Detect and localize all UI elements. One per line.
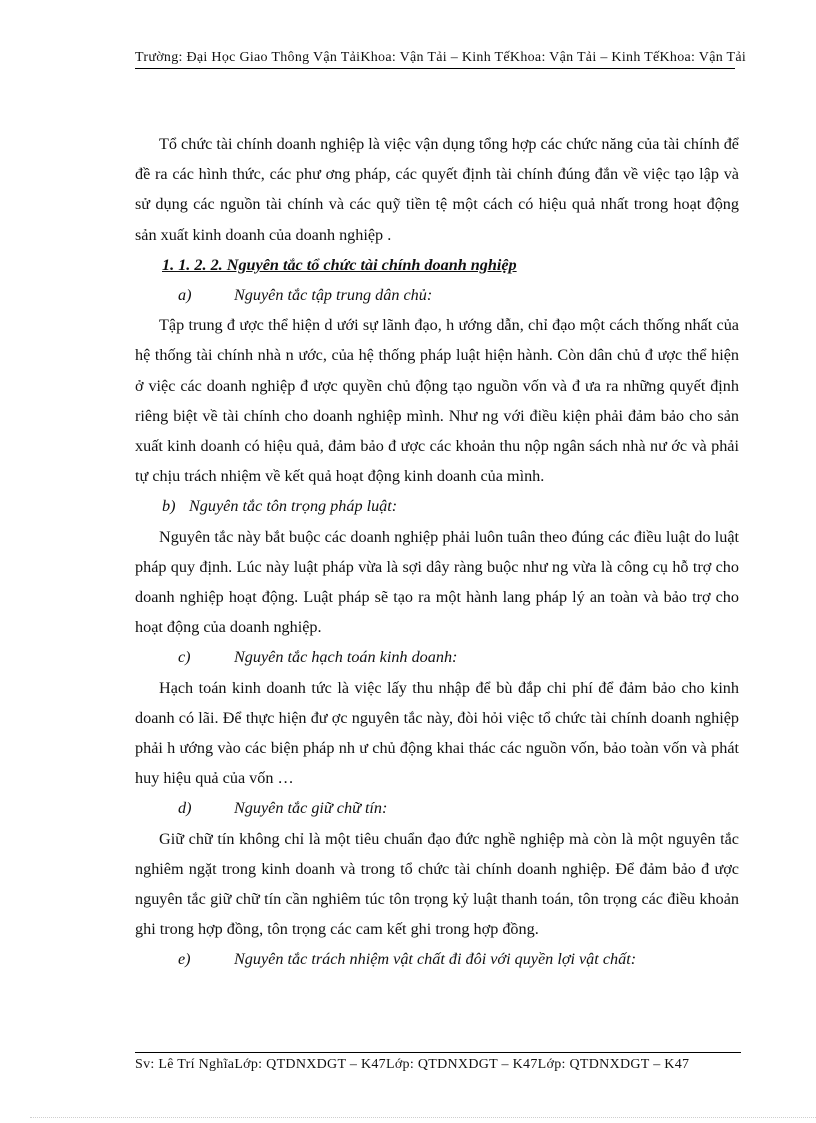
footer-divider bbox=[135, 1052, 741, 1053]
item-a-paragraph: Tập trung đ ược thể hiện d ưới sự lãnh đạo, h ướng dẫn, chỉ đạo một cách thống nhất của hệ thống tài chính nhà n ước, của hệ thống pháp luật hiện hành. Còn dân chủ đ ược thể hiện ở việc các doanh nghiệp đ ược quyền chủ động tạo nguồn vốn và đ ưa ra những quyết định riêng biệt về tài chính cho doanh nghiệp mình. Như ng với điều kiện phải đảm bảo cho sản xuất kinh doanh có hiệu quả, đảm bảo đ ược các khoản thu nộp ngân sách nhà nư ớc và phải tự chịu trách nhiệm về kết quả hoạt động kinh doanh của mình. bbox=[135, 316, 739, 486]
item-a-heading bbox=[135, 280, 739, 310]
item-c-paragraph: Hạch toán kinh doanh tức là việc lấy thu nhập để bù đắp chi phí để đảm bảo cho kinh doanh có lãi. Để thực hiện đư ợc nguyên tắc này, đòi hỏi việc tổ chức tài chính doanh nghiệp phải h ướng vào các biện pháp nh ư chủ động khai thác các nguồn vốn, bảo toàn vốn và phát huy hiệu quả của vốn … bbox=[135, 678, 739, 788]
item-b-label: b) bbox=[162, 497, 176, 516]
item-b-title: Nguyên tắc tôn trọng pháp luật: bbox=[189, 497, 398, 516]
item-c-label: c) bbox=[178, 648, 191, 667]
item-b-heading bbox=[135, 491, 739, 521]
item-a-title: Nguyên tắc tập trung dân chủ: bbox=[234, 286, 433, 305]
page-footer: Sv: Lê Trí NghĩaLớp: QTDNXDGT – K47Lớp: QTDNXDGT – K47Lớp: QTDNXDGT – K47 bbox=[135, 1057, 690, 1072]
item-e-heading bbox=[135, 944, 739, 974]
item-c-title: Nguyên tắc hạch toán kinh doanh: bbox=[234, 648, 458, 667]
document-body bbox=[135, 129, 739, 975]
item-a-label: a) bbox=[178, 286, 192, 305]
item-b-paragraph: Nguyên tắc này bắt buộc các doanh nghiệp phải luôn tuân theo đúng các điều luật do luật pháp quy định. Lúc này luật pháp vừa là sợi dây ràng buộc như ng vừa là công cụ hỗ trợ cho doanh nghiệp hoạt động. Luật pháp sẽ tạo ra một hành lang pháp lý an toàn và bảo trợ cho hoạt động của doanh nghiệp. bbox=[135, 527, 739, 637]
item-d-paragraph: Giữ chữ tín không chỉ là một tiêu chuẩn đạo đức nghề nghiệp mà còn là một nguyên tắc nghiêm ngặt trong kinh doanh và trong tổ chức tài chính doanh nghiệp. Để đảm bảo đ ược nguyên tắc giữ chữ tín cần nghiêm túc tôn trọng kỷ luật thanh toán, tôn trọng các điều khoản ghi trong hợp đồng, tôn trọng các cam kết ghi trong hợp đồng. bbox=[135, 829, 739, 939]
header-divider bbox=[135, 68, 735, 69]
item-e-title: Nguyên tắc trách nhiệm vật chất đi đôi với quyền lợi vật chất: bbox=[234, 950, 637, 969]
item-d-label: d) bbox=[178, 799, 192, 818]
item-e-label: e) bbox=[178, 950, 191, 969]
page-header: Trường: Đại Học Giao Thông Vận TảiKhoa: Vận Tải – Kinh TếKhoa: Vận Tải – Kinh TếKhoa: Vận Tải bbox=[135, 50, 747, 65]
item-d-title: Nguyên tắc giữ chữ tín: bbox=[234, 799, 388, 818]
page-bottom-edge bbox=[30, 1117, 816, 1118]
item-d-heading bbox=[135, 793, 739, 823]
item-c-heading bbox=[135, 642, 739, 672]
intro-paragraph: Tổ chức tài chính doanh nghiệp là việc vận dụng tổng hợp các chức năng của tài chính để đề ra các hình thức, các phư ơng pháp, các quyết định tài chính đúng đắn về việc tạo lập và sử dụng các nguồn tài chính và các quỹ tiền tệ một cách có hiệu quả nhất trong hoạt động sản xuất kinh doanh của doanh nghiệp . bbox=[135, 135, 739, 244]
section-heading: 1. 1. 2. 2. Nguyên tắc tổ chức tài chính doanh nghiệp bbox=[162, 255, 517, 274]
